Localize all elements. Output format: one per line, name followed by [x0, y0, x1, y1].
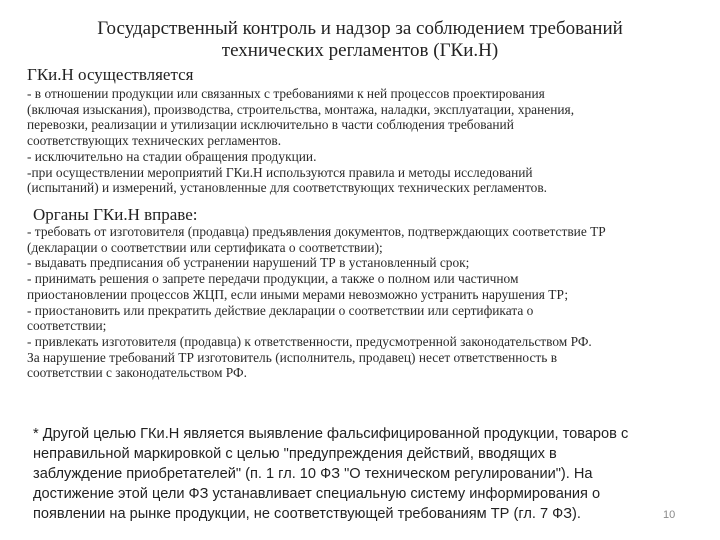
text-line: - принимать решения о запрете передачи продукции, а также о полном или частичном	[27, 271, 519, 287]
footnote-line: неправильной маркировкой с целью "предупреждения действий, вводящих в	[33, 446, 557, 462]
text-line: - требовать от изготовителя (продавца) предъявления документов, подтверждающих соответствие ТР	[27, 224, 606, 239]
text-line: перевозки, реализации и утилизации исключительно в части соблюдения требований	[27, 117, 514, 133]
footnote-line: достижение этой цели ФЗ устанавливает специальную систему информирования о	[33, 486, 601, 502]
text-line: - исключительно на стадии обращения продукции.	[27, 148, 317, 164]
section-body-rights	[27, 224, 697, 381]
section-heading-rights: Органы ГКи.Н вправе:	[33, 205, 198, 224]
text-line: - выдавать предписания об устранении нарушений ТР в установленный срок;	[27, 255, 470, 271]
text-line: соответствии;	[27, 318, 107, 334]
footnote-line: появлении на рынке продукции, не соответствующей требованиям ТР (гл. 7 ФЗ).	[33, 506, 581, 522]
text-line: (декларации о соответствии или сертификата о соответствии);	[27, 239, 383, 255]
text-line: - в отношении продукции или связанных с требованиями к ней процессов проектирования	[27, 86, 545, 101]
text-line: - привлекать изготовителя (продавца) к ответственности, предусмотренной законодательством РФ.	[27, 333, 592, 349]
page-number: 10	[663, 509, 676, 521]
footnote-line: * Другой целью ГКи.Н является выявление фальсифицированной продукции, товаров с	[33, 426, 629, 442]
footnote-line: заблуждение приобретателей" (п. 1 гл. 10 ФЗ "О техническом регулировании"). На	[33, 466, 593, 482]
title-line: Государственный контроль и надзор за соблюдением требований	[97, 18, 623, 39]
text-line: приостановлении процессов ЖЦП, если иными мерами невозможно устранить нарушения ТР;	[27, 286, 569, 302]
text-line: (включая изыскания), производства, строительства, монтажа, наладки, эксплуатации, хранения,	[27, 101, 575, 117]
footnote	[33, 424, 683, 524]
section-body-performs	[27, 86, 697, 196]
page-title	[40, 18, 680, 62]
text-line: -при осуществлении мероприятий ГКи.Н используются правила и методы исследований	[27, 164, 533, 180]
section-heading-performs: ГКи.Н осуществляется	[27, 65, 194, 84]
text-line: соответствии с законодательством РФ.	[27, 365, 247, 381]
text-line: (испытаний) и измерений, установленные для соответствующих технических регламентов.	[27, 180, 547, 196]
text-line: За нарушение требований ТР изготовитель (исполнитель, продавец) несет ответственность в	[27, 349, 558, 365]
text-line: соответствующих технических регламентов.	[27, 133, 282, 149]
title-line: технических регламентов (ГКи.Н)	[221, 40, 499, 61]
text-line: - приостановить или прекратить действие декларации о соответствии или сертификата о	[27, 302, 534, 318]
